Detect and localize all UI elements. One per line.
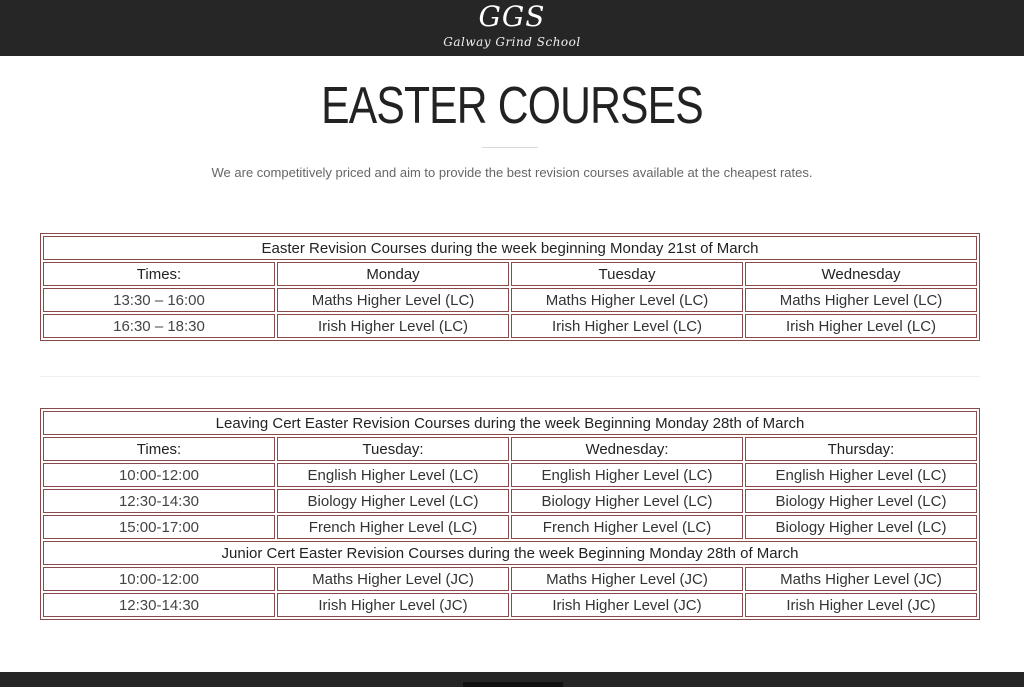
site-header <box>0 0 1024 56</box>
course-cell: Irish Higher Level (JC) <box>511 593 743 617</box>
easter-week2-table <box>40 408 980 620</box>
time-cell: 16:30 – 18:30 <box>43 314 275 338</box>
table-row <box>43 515 977 539</box>
logo-mark: GGS <box>478 0 546 33</box>
course-cell: French Higher Level (LC) <box>277 515 509 539</box>
course-cell: Biology Higher Level (LC) <box>511 489 743 513</box>
site-footer <box>0 672 1024 687</box>
course-cell: Maths Higher Level (JC) <box>511 567 743 591</box>
logo-school-name: Galway Grind School <box>443 35 581 49</box>
course-cell: Maths Higher Level (LC) <box>745 288 977 312</box>
course-cell: English Higher Level (LC) <box>277 463 509 487</box>
table-row <box>43 314 977 338</box>
column-header-times: Times: <box>43 437 275 461</box>
title-divider <box>482 147 538 148</box>
course-cell: Irish Higher Level (JC) <box>277 593 509 617</box>
site-logo-link[interactable] <box>0 0 1024 50</box>
column-header-times: Times: <box>43 262 275 286</box>
time-cell: 12:30-14:30 <box>43 489 275 513</box>
time-cell: 13:30 – 16:00 <box>43 288 275 312</box>
time-cell: 10:00-12:00 <box>43 567 275 591</box>
column-header-day: Monday <box>277 262 509 286</box>
course-cell: Irish Higher Level (LC) <box>745 314 977 338</box>
table-caption: Leaving Cert Easter Revision Courses during the week Beginning Monday 28th of March <box>43 411 977 435</box>
table-caption: Easter Revision Courses during the week beginning Monday 21st of March <box>43 236 977 260</box>
course-cell: Maths Higher Level (LC) <box>511 288 743 312</box>
table-row <box>43 567 977 591</box>
easter-week1-table <box>40 233 980 341</box>
course-cell: Maths Higher Level (JC) <box>745 567 977 591</box>
column-header-day: Tuesday: <box>277 437 509 461</box>
page-subtitle: We are competitively priced and aim to provide the best revision courses available at the cheapest rates. <box>211 165 813 180</box>
course-cell: Biology Higher Level (LC) <box>277 489 509 513</box>
course-cell: English Higher Level (LC) <box>745 463 977 487</box>
course-cell: French Higher Level (LC) <box>511 515 743 539</box>
column-header-day: Thursday: <box>745 437 977 461</box>
column-header-day: Tuesday <box>511 262 743 286</box>
table-row <box>43 463 977 487</box>
course-cell: Biology Higher Level (LC) <box>745 515 977 539</box>
table-row <box>43 593 977 617</box>
course-cell: Biology Higher Level (LC) <box>745 489 977 513</box>
column-header-day: Wednesday <box>745 262 977 286</box>
course-cell: English Higher Level (LC) <box>511 463 743 487</box>
time-cell: 10:00-12:00 <box>43 463 275 487</box>
course-cell: Maths Higher Level (JC) <box>277 567 509 591</box>
course-cell: Maths Higher Level (LC) <box>277 288 509 312</box>
time-cell: 12:30-14:30 <box>43 593 275 617</box>
table-row <box>43 489 977 513</box>
table-row <box>43 288 977 312</box>
footer-tab <box>463 682 563 687</box>
course-cell: Irish Higher Level (LC) <box>511 314 743 338</box>
junior-cert-caption: Junior Cert Easter Revision Courses during the week Beginning Monday 28th of March <box>43 541 977 565</box>
course-cell: Irish Higher Level (JC) <box>745 593 977 617</box>
section-divider <box>40 376 980 377</box>
column-header-day: Wednesday: <box>511 437 743 461</box>
time-cell: 15:00-17:00 <box>43 515 275 539</box>
page-title: EASTER COURSES <box>321 77 703 135</box>
course-cell: Irish Higher Level (LC) <box>277 314 509 338</box>
